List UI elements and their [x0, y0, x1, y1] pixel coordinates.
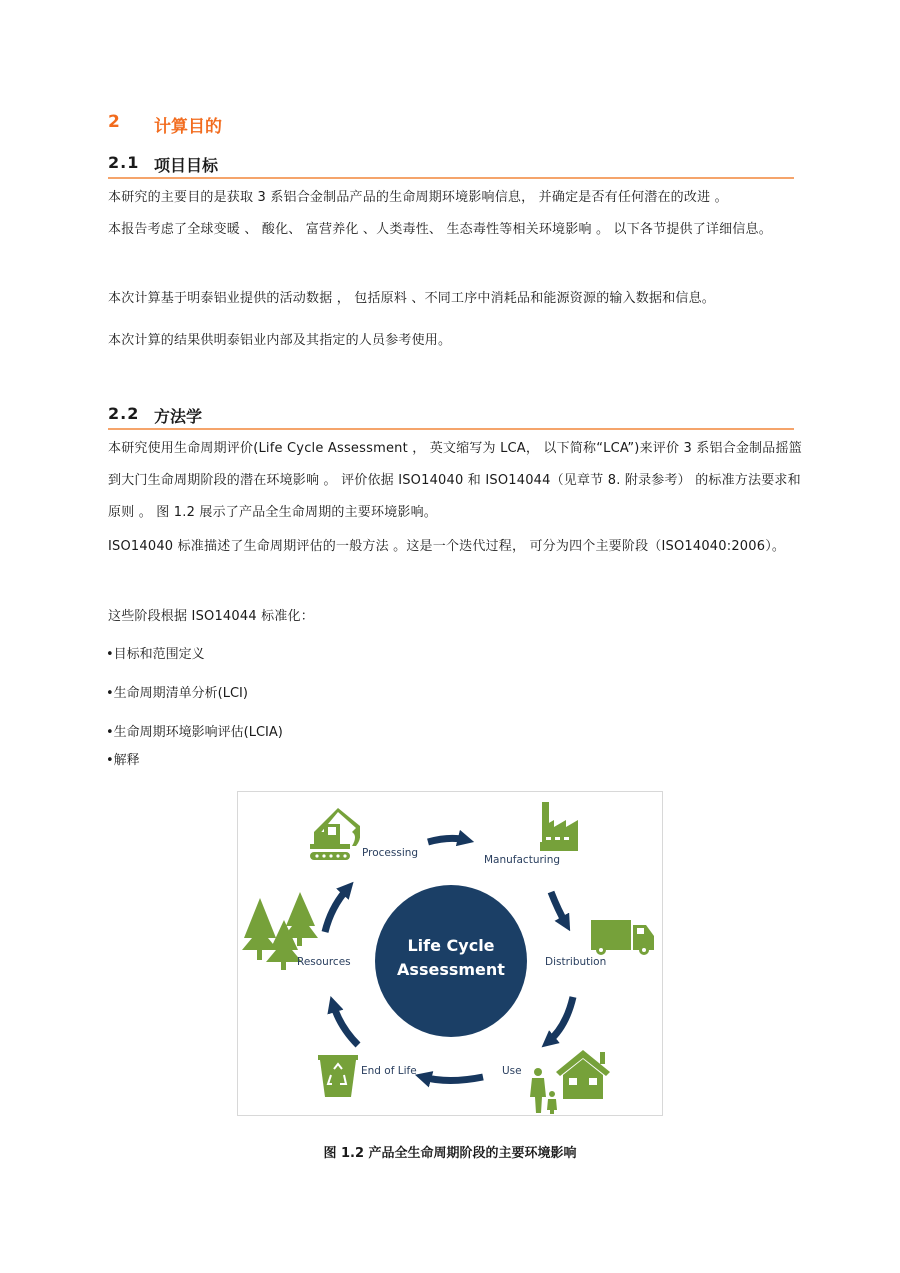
paragraph: ISO14040 标准描述了生命周期评估的一般方法 。这是一个迭代过程， 可分为四个主要阶段（ISO14040:2006）。	[108, 539, 786, 554]
truck-icon	[591, 920, 654, 955]
stage-label-processing: Processing	[362, 847, 419, 859]
bullet-item: •生命周期清单分析(LCI)	[106, 686, 248, 701]
subsection-number: 2.1	[108, 153, 140, 172]
section-heading	[108, 112, 222, 137]
family-house-icon	[530, 1050, 610, 1114]
arrow-use-to-endoflife	[423, 1077, 483, 1081]
factory-icon	[540, 802, 578, 851]
stage-label-distribution: Distribution	[545, 956, 607, 968]
subsection-heading-2-2	[108, 404, 794, 430]
paragraph: 本报告考虑了全球变暖 、 酸化、 富营养化 、人类毒性、 生态毒性等相关环境影响 。 以下各节提供了详细信息。	[108, 222, 772, 237]
center-title	[375, 934, 527, 982]
section-number: 2	[108, 112, 120, 132]
excavator-icon	[310, 808, 360, 860]
lca-cycle-diagram	[237, 791, 663, 1116]
stage-label-end-of-life: End of Life	[361, 1065, 417, 1077]
section-title: 计算目的	[154, 117, 222, 137]
bullet-item: •目标和范围定义	[106, 647, 205, 662]
arrow-manufacturing-to-distribution	[551, 892, 566, 924]
arrow-endoflife-to-resources	[333, 1004, 358, 1045]
figure-caption: 图 1.2 产品全生命周期阶段的主要环境影响	[323, 1146, 577, 1161]
arrow-processing-to-manufacturing	[428, 838, 466, 842]
subsection-heading-2-1	[108, 153, 794, 179]
arrow-distribution-to-use	[548, 997, 573, 1042]
subsection-number: 2.2	[108, 404, 140, 423]
recycle-bin-icon	[318, 1055, 358, 1097]
center-title-line2: Assessment	[397, 960, 505, 979]
paragraph: 本次计算的结果供明泰铝业内部及其指定的人员参考使用。	[108, 333, 452, 348]
center-title-line1: Life Cycle	[407, 936, 495, 955]
stage-label-manufacturing: Manufacturing	[484, 854, 561, 866]
arrow-resources-to-processing	[325, 888, 348, 932]
paragraph: 本次计算基于明泰铝业提供的活动数据 ， 包括原料 、不同工序中消耗品和能源资源的输入数据和信息。	[108, 291, 715, 306]
stage-label-resources: Resources	[297, 956, 351, 968]
paragraph: 本研究使用生命周期评价(Life Cycle Assessment ， 英文缩写为 LCA， 以下简称“LCA”)来评价 3 系铝合金制品摇篮到大门生命周期阶段的潜在环境影响 。 评价依据 ISO14040 和 ISO14044（见章节 8. 附录参考） 的标准方法要求和原则 。 图 1.2 展示了产品全生命周期的主要环境影响。	[108, 441, 802, 520]
paragraph: 本研究的主要目的是获取 3 系铝合金制品产品的生命周期环境影响信息， 并确定是否有任何潜在的改进 。	[108, 190, 728, 205]
subsection-title: 项目目标	[154, 156, 219, 175]
paragraph: 这些阶段根据 ISO14044 标准化：	[108, 609, 314, 624]
stage-label-use: Use	[502, 1065, 522, 1077]
bullet-item: •生命周期环境影响评估(LCIA)	[106, 725, 283, 740]
bullet-item: •解释	[106, 753, 140, 768]
subsection-title: 方法学	[154, 407, 203, 426]
